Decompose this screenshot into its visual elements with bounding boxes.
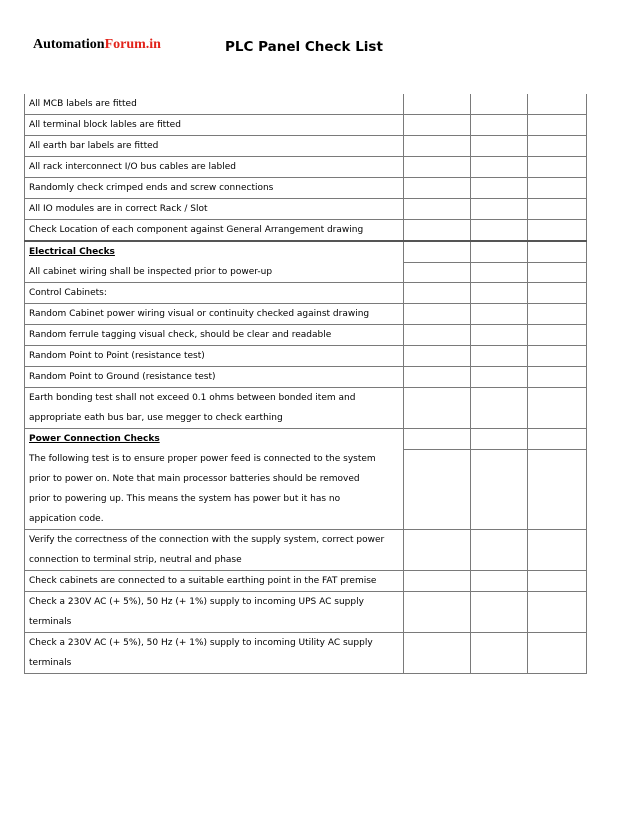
check-cell[interactable] [471, 199, 528, 220]
check-cell[interactable] [404, 262, 471, 283]
item-text: Random Point to Ground (resistance test) [25, 367, 404, 388]
check-cell[interactable] [404, 220, 471, 242]
check-cell[interactable] [528, 199, 587, 220]
check-cell[interactable] [471, 633, 528, 674]
check-cell[interactable] [471, 262, 528, 283]
check-cell[interactable] [528, 241, 587, 262]
check-cell[interactable] [404, 199, 471, 220]
check-cell[interactable] [404, 325, 471, 346]
check-cell[interactable] [471, 115, 528, 136]
item-text: Randomly check crimped ends and screw connections [25, 178, 404, 199]
section-heading-electrical: Electrical Checks [25, 241, 404, 262]
item-text-ups: Check a 230V AC (+ 5%), 50 Hz (+ 1%) supply to incoming UPS AC supply terminals [25, 592, 404, 633]
table-row [25, 283, 587, 304]
item-text: Check Location of each component against General Arrangement drawing [25, 220, 404, 242]
check-cell[interactable] [528, 94, 587, 115]
check-cell[interactable] [404, 530, 471, 571]
check-cell[interactable] [471, 571, 528, 592]
check-cell[interactable] [404, 283, 471, 304]
item-text: All terminal block lables are fitted [25, 115, 404, 136]
check-cell[interactable] [404, 388, 471, 429]
section-heading-row [25, 429, 587, 450]
check-cell[interactable] [528, 262, 587, 283]
item-text: All rack interconnect I/O bus cables are labled [25, 157, 404, 178]
table-row [25, 115, 587, 136]
check-cell[interactable] [471, 157, 528, 178]
check-cell[interactable] [471, 325, 528, 346]
table-row [25, 220, 587, 242]
logo-text-forum: Forum.in [104, 37, 161, 52]
section-heading-power: Power Connection Checks [25, 429, 404, 450]
check-cell[interactable] [471, 241, 528, 262]
check-cell[interactable] [404, 178, 471, 199]
check-cell[interactable] [471, 220, 528, 242]
check-cell[interactable] [404, 367, 471, 388]
check-cell[interactable] [528, 220, 587, 242]
table-row [25, 592, 587, 633]
check-cell[interactable] [528, 449, 587, 530]
brand-logo [33, 37, 161, 53]
check-cell[interactable] [471, 388, 528, 429]
check-cell[interactable] [471, 367, 528, 388]
check-cell[interactable] [471, 346, 528, 367]
page-title: PLC Panel Check List [225, 39, 383, 55]
check-cell[interactable] [404, 571, 471, 592]
item-text: Random ferrule tagging visual check, should be clear and readable [25, 325, 404, 346]
logo-text-automation: Automation [33, 37, 105, 52]
check-cell[interactable] [471, 592, 528, 633]
check-cell[interactable] [528, 304, 587, 325]
check-cell[interactable] [471, 94, 528, 115]
check-cell[interactable] [471, 429, 528, 450]
item-text-utility: Check a 230V AC (+ 5%), 50 Hz (+ 1%) supply to incoming Utility AC supply terminals [25, 633, 404, 674]
check-cell[interactable] [528, 592, 587, 633]
item-text: Control Cabinets: [25, 283, 404, 304]
check-cell[interactable] [528, 136, 587, 157]
check-cell[interactable] [528, 178, 587, 199]
check-cell[interactable] [471, 283, 528, 304]
check-cell[interactable] [404, 136, 471, 157]
check-cell[interactable] [528, 429, 587, 450]
item-text-power-para: The following test is to ensure proper power feed is connected to the system prior to power on. Note that main processor batteries should be removed prior to powering up. This means the system has power but it has no appication code. [25, 449, 404, 530]
table-row [25, 367, 587, 388]
check-cell[interactable] [471, 304, 528, 325]
table-row [25, 136, 587, 157]
check-cell[interactable] [528, 115, 587, 136]
check-cell[interactable] [528, 157, 587, 178]
check-cell[interactable] [404, 241, 471, 262]
table-row [25, 304, 587, 325]
check-cell[interactable] [528, 530, 587, 571]
item-text: Random Point to Point (resistance test) [25, 346, 404, 367]
table-row [25, 571, 587, 592]
checklist-table [24, 94, 587, 674]
table-row [25, 262, 587, 283]
check-cell[interactable] [471, 136, 528, 157]
check-cell[interactable] [404, 94, 471, 115]
check-cell[interactable] [528, 325, 587, 346]
item-text-verify: Verify the correctness of the connection with the supply system, correct power connection to terminal strip, neutral and phase [25, 530, 404, 571]
check-cell[interactable] [528, 346, 587, 367]
check-cell[interactable] [471, 449, 528, 530]
check-cell[interactable] [404, 304, 471, 325]
check-cell[interactable] [528, 571, 587, 592]
check-cell[interactable] [404, 449, 471, 530]
item-text: All cabinet wiring shall be inspected prior to power-up [25, 262, 404, 283]
check-cell[interactable] [404, 115, 471, 136]
check-cell[interactable] [528, 283, 587, 304]
item-text: Check cabinets are connected to a suitable earthing point in the FAT premise [25, 571, 404, 592]
item-text: All earth bar labels are fitted [25, 136, 404, 157]
table-row [25, 157, 587, 178]
check-cell[interactable] [471, 178, 528, 199]
table-row [25, 530, 587, 571]
check-cell[interactable] [404, 592, 471, 633]
item-text: All MCB labels are fitted [25, 94, 404, 115]
check-cell[interactable] [471, 530, 528, 571]
table-row [25, 178, 587, 199]
item-text: All IO modules are in correct Rack / Slot [25, 199, 404, 220]
section-heading-row [25, 241, 587, 262]
check-cell[interactable] [528, 388, 587, 429]
table-row [25, 325, 587, 346]
check-cell[interactable] [404, 346, 471, 367]
table-row [25, 94, 587, 115]
check-cell[interactable] [528, 633, 587, 674]
table-row [25, 199, 587, 220]
check-cell[interactable] [404, 633, 471, 674]
table-row [25, 449, 587, 530]
table-row [25, 346, 587, 367]
check-cell[interactable] [528, 367, 587, 388]
item-text: Random Cabinet power wiring visual or continuity checked against drawing [25, 304, 404, 325]
item-text-earth-bonding: Earth bonding test shall not exceed 0.1 ohms between bonded item and appropriate eath bus bar, use megger to check earthing [25, 388, 404, 429]
check-cell[interactable] [404, 429, 471, 450]
check-cell[interactable] [404, 157, 471, 178]
table-row [25, 633, 587, 674]
table-row [25, 388, 587, 429]
